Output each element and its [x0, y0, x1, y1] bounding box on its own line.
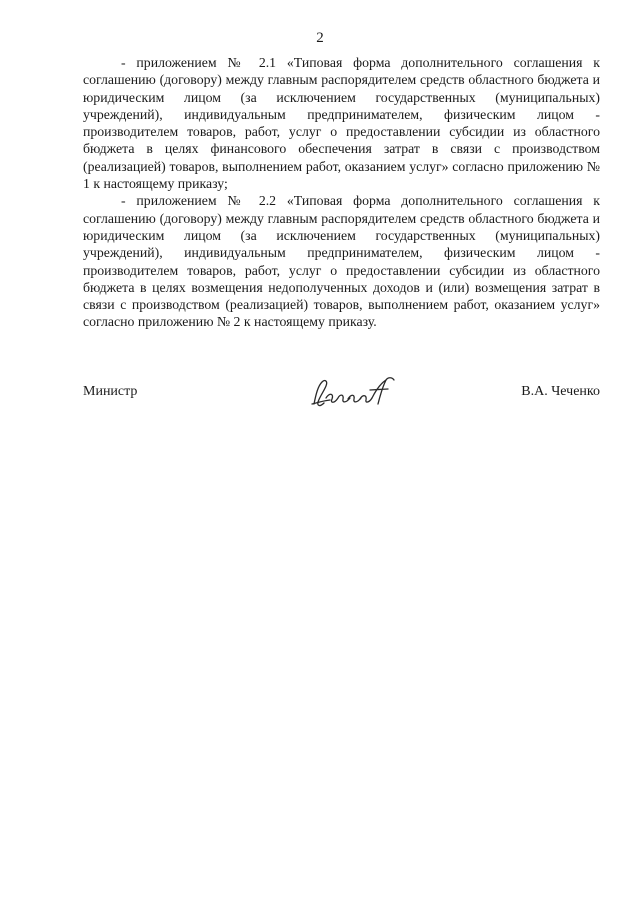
- document-body: [83, 54, 600, 331]
- signer-role: Министр: [83, 384, 138, 399]
- paragraph-appendix-2-1: - приложением № 2.1 «Типовая форма дополнительного соглашения к соглашению (договору) между главным распорядителем средств областного бюджета и юридическим лицом (за исключением государственных (муниципальных) учреждений), индивидуальным предпринимателем, физическим лицом - производителем товаров, работ, услуг о предоставлении субсидии из областного бюджета в целях финансового обеспечения затрат в связи с производством (реализацией) товаров, выполнением работ, оказанием услуг» согласно приложению № 1 к настоящему приказу;: [83, 55, 600, 192]
- signature-block: [83, 382, 600, 422]
- paragraph-appendix-2-2: - приложением № 2.2 «Типовая форма дополнительного соглашения к соглашению (договору) между главным распорядителем средств областного бюджета и юридическим лицом (за исключением государственных (муниципальных) учреждений), индивидуальным предпринимателем, физическим лицом - производителем товаров, работ, услуг о предоставлении субсидии из областного бюджета в целях возмещения недополученных доходов и (или) возмещения затрат в связи с производством (реализацией) товаров, выполнением работ, оказанием услуг» согласно приложению № 2 к настоящему приказу.: [83, 193, 600, 330]
- handwritten-signature: [308, 374, 398, 414]
- page-number: 2: [316, 30, 324, 46]
- signer-name: В.А. Чеченко: [521, 384, 600, 399]
